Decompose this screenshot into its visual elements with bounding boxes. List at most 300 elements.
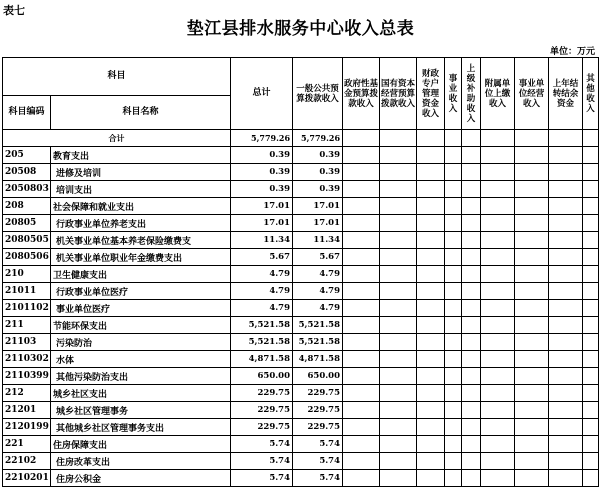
empty-cell — [380, 436, 417, 453]
empty-cell — [583, 300, 599, 317]
empty-cell — [549, 249, 583, 266]
row-general: 5.74 — [293, 453, 343, 470]
empty-cell — [445, 453, 462, 470]
empty-cell — [445, 147, 462, 164]
empty-cell — [343, 300, 380, 317]
empty-cell — [343, 181, 380, 198]
row-total: 17.01 — [231, 198, 293, 215]
row-code: 2110302 — [3, 351, 51, 368]
other-income-header: 其他收入 — [583, 58, 599, 130]
empty-cell — [445, 334, 462, 351]
empty-cell — [549, 147, 583, 164]
empty-cell — [445, 232, 462, 249]
empty-cell — [462, 453, 481, 470]
row-total: 229.75 — [231, 419, 293, 436]
row-code: 21201 — [3, 402, 51, 419]
row-general: 5,521.58 — [293, 334, 343, 351]
empty-cell — [462, 385, 481, 402]
empty-cell — [380, 368, 417, 385]
total-row — [3, 130, 599, 147]
row-total: 4.79 — [231, 266, 293, 283]
table-row — [3, 147, 599, 164]
row-total: 5,521.58 — [231, 317, 293, 334]
row-code: 20508 — [3, 164, 51, 181]
empty-cell — [515, 232, 549, 249]
empty-cell — [481, 317, 515, 334]
row-total: 229.75 — [231, 385, 293, 402]
row-general: 4.79 — [293, 283, 343, 300]
empty-cell — [515, 300, 549, 317]
empty-cell — [549, 436, 583, 453]
empty-cell — [549, 164, 583, 181]
empty-cell — [481, 198, 515, 215]
row-name: 进修及培训 — [51, 164, 231, 181]
empty-cell — [380, 453, 417, 470]
empty-cell — [417, 402, 445, 419]
empty-cell — [462, 283, 481, 300]
empty-cell — [481, 385, 515, 402]
income-summary-table — [2, 57, 599, 487]
row-code: 2101102 — [3, 300, 51, 317]
empty-cell — [481, 368, 515, 385]
empty-cell — [481, 334, 515, 351]
empty-cell — [380, 147, 417, 164]
empty-cell — [417, 453, 445, 470]
row-general: 229.75 — [293, 402, 343, 419]
empty-cell — [549, 215, 583, 232]
gov-fund-header: 政府性基金预算拨款收入 — [343, 58, 380, 130]
empty-cell — [583, 198, 599, 215]
empty-cell — [549, 351, 583, 368]
row-total: 650.00 — [231, 368, 293, 385]
empty-cell — [343, 317, 380, 334]
empty-cell — [583, 283, 599, 300]
empty-cell — [343, 147, 380, 164]
empty-cell — [549, 385, 583, 402]
empty-cell — [380, 181, 417, 198]
general-budget-header: 一般公共预算拨款收入 — [293, 58, 343, 130]
empty-cell — [583, 419, 599, 436]
business-income-header: 事业收入 — [445, 58, 462, 130]
row-total: 4.79 — [231, 300, 293, 317]
empty-cell — [462, 351, 481, 368]
empty-cell — [380, 402, 417, 419]
empty-cell — [417, 215, 445, 232]
empty-cell — [343, 266, 380, 283]
table-number: 表七 — [3, 4, 25, 17]
empty-cell — [417, 317, 445, 334]
empty-cell — [481, 436, 515, 453]
table-row — [3, 334, 599, 351]
table-row — [3, 266, 599, 283]
row-name: 住房保障支出 — [51, 436, 231, 453]
empty-cell — [462, 215, 481, 232]
row-total: 5.74 — [231, 470, 293, 487]
row-code: 212 — [3, 385, 51, 402]
empty-cell — [583, 334, 599, 351]
empty-cell — [445, 351, 462, 368]
row-total: 0.39 — [231, 181, 293, 198]
empty-cell — [549, 283, 583, 300]
code-header: 科目编码 — [3, 96, 51, 130]
empty-cell — [445, 385, 462, 402]
empty-cell — [343, 385, 380, 402]
empty-cell — [445, 470, 462, 487]
table-row — [3, 385, 599, 402]
empty-cell — [515, 453, 549, 470]
empty-cell — [515, 368, 549, 385]
row-code: 2120199 — [3, 419, 51, 436]
empty-cell — [380, 266, 417, 283]
row-total: 5.74 — [231, 453, 293, 470]
empty-cell — [515, 198, 549, 215]
empty-cell — [481, 419, 515, 436]
row-general: 5.67 — [293, 249, 343, 266]
row-total: 0.39 — [231, 164, 293, 181]
row-name: 事业单位医疗 — [51, 300, 231, 317]
empty-cell — [462, 266, 481, 283]
empty-cell — [583, 147, 599, 164]
empty-cell — [481, 181, 515, 198]
total-general: 5,779.26 — [293, 130, 343, 147]
empty-cell — [343, 232, 380, 249]
empty-cell — [417, 147, 445, 164]
empty-cell — [462, 164, 481, 181]
row-total: 0.39 — [231, 147, 293, 164]
empty-cell — [549, 232, 583, 249]
empty-cell — [549, 470, 583, 487]
row-code: 20805 — [3, 215, 51, 232]
empty-cell — [343, 215, 380, 232]
row-name: 城乡社区管理事务 — [51, 402, 231, 419]
empty-cell — [445, 283, 462, 300]
empty-cell — [380, 198, 417, 215]
table-row — [3, 181, 599, 198]
operation-header: 事业单位经营收入 — [515, 58, 549, 130]
row-general: 0.39 — [293, 181, 343, 198]
empty-cell — [417, 368, 445, 385]
empty-cell — [515, 385, 549, 402]
empty-cell — [445, 164, 462, 181]
empty-cell — [515, 334, 549, 351]
empty-cell — [380, 300, 417, 317]
total-amount: 5,779.26 — [231, 130, 293, 147]
empty-cell — [417, 419, 445, 436]
row-code: 210 — [3, 266, 51, 283]
row-code: 205 — [3, 147, 51, 164]
page-title: 垫江县排水服务中心收入总表 — [186, 19, 415, 39]
empty-cell — [380, 164, 417, 181]
row-name: 住房改革支出 — [51, 453, 231, 470]
empty-cell — [481, 249, 515, 266]
empty-cell — [445, 419, 462, 436]
row-code: 211 — [3, 317, 51, 334]
empty-cell — [583, 351, 599, 368]
row-general: 229.75 — [293, 385, 343, 402]
empty-cell — [462, 147, 481, 164]
empty-cell — [380, 317, 417, 334]
empty-cell — [481, 300, 515, 317]
row-general: 17.01 — [293, 215, 343, 232]
row-general: 5.74 — [293, 436, 343, 453]
row-name: 社会保障和就业支出 — [51, 198, 231, 215]
row-code: 21103 — [3, 334, 51, 351]
row-name: 城乡社区支出 — [51, 385, 231, 402]
empty-cell — [380, 283, 417, 300]
empty-cell — [481, 453, 515, 470]
empty-cell — [417, 249, 445, 266]
row-name: 住房公积金 — [51, 470, 231, 487]
row-code: 2050803 — [3, 181, 51, 198]
table-row — [3, 249, 599, 266]
empty-cell — [380, 334, 417, 351]
empty-cell — [462, 436, 481, 453]
table-row — [3, 351, 599, 368]
empty-cell — [515, 317, 549, 334]
row-name: 卫生健康支出 — [51, 266, 231, 283]
table-row — [3, 283, 599, 300]
empty-cell — [380, 351, 417, 368]
empty-cell — [549, 198, 583, 215]
empty-cell — [417, 300, 445, 317]
empty-cell — [515, 402, 549, 419]
row-name: 其他污染防治支出 — [51, 368, 231, 385]
row-code: 22102 — [3, 453, 51, 470]
empty-cell — [462, 317, 481, 334]
empty-cell — [445, 181, 462, 198]
empty-cell — [417, 164, 445, 181]
empty-cell — [343, 470, 380, 487]
row-code: 221 — [3, 436, 51, 453]
empty-cell — [481, 402, 515, 419]
row-name: 行政事业单位养老支出 — [51, 215, 231, 232]
empty-cell — [462, 249, 481, 266]
row-name: 节能环保支出 — [51, 317, 231, 334]
row-name: 培训支出 — [51, 181, 231, 198]
empty-cell — [343, 351, 380, 368]
empty-cell — [481, 470, 515, 487]
row-name: 教育支出 — [51, 147, 231, 164]
empty-cell — [462, 181, 481, 198]
empty-cell — [515, 351, 549, 368]
empty-cell — [583, 249, 599, 266]
empty-cell — [549, 266, 583, 283]
row-total: 5.74 — [231, 436, 293, 453]
empty-cell — [445, 317, 462, 334]
empty-cell — [549, 453, 583, 470]
row-code: 2110399 — [3, 368, 51, 385]
empty-cell — [343, 368, 380, 385]
empty-cell — [417, 470, 445, 487]
empty-cell — [583, 215, 599, 232]
empty-cell — [481, 215, 515, 232]
empty-cell — [343, 249, 380, 266]
empty-cell — [462, 470, 481, 487]
total-header: 总计 — [231, 58, 293, 130]
empty-cell — [549, 317, 583, 334]
empty-cell — [583, 385, 599, 402]
row-general: 229.75 — [293, 419, 343, 436]
table-row — [3, 232, 599, 249]
empty-cell — [417, 436, 445, 453]
empty-cell — [417, 351, 445, 368]
row-total: 4,871.58 — [231, 351, 293, 368]
row-total: 11.34 — [231, 232, 293, 249]
empty-cell — [515, 266, 549, 283]
empty-cell — [417, 198, 445, 215]
row-total: 5,521.58 — [231, 334, 293, 351]
empty-cell — [343, 164, 380, 181]
empty-cell — [583, 317, 599, 334]
empty-cell — [583, 453, 599, 470]
row-name: 机关事业单位基本养老保险缴费支 — [51, 232, 231, 249]
empty-cell — [380, 215, 417, 232]
row-name: 其他城乡社区管理事务支出 — [51, 419, 231, 436]
row-general: 4.79 — [293, 266, 343, 283]
empty-cell — [417, 266, 445, 283]
table-row — [3, 300, 599, 317]
table-row — [3, 215, 599, 232]
row-general: 17.01 — [293, 198, 343, 215]
table-row — [3, 164, 599, 181]
empty-cell — [343, 198, 380, 215]
empty-cell — [417, 283, 445, 300]
empty-cell — [549, 181, 583, 198]
empty-cell — [549, 419, 583, 436]
table-row — [3, 419, 599, 436]
row-total: 5.67 — [231, 249, 293, 266]
row-name: 行政事业单位医疗 — [51, 283, 231, 300]
empty-cell — [515, 181, 549, 198]
table-row — [3, 317, 599, 334]
empty-cell — [481, 232, 515, 249]
empty-cell — [380, 470, 417, 487]
empty-cell — [549, 368, 583, 385]
empty-cell — [481, 283, 515, 300]
name-header: 科目名称 — [51, 96, 231, 130]
empty-cell — [515, 147, 549, 164]
total-label: 合计 — [3, 130, 231, 147]
empty-cell — [380, 232, 417, 249]
table-row — [3, 436, 599, 453]
empty-cell — [445, 436, 462, 453]
empty-cell — [583, 436, 599, 453]
row-general: 11.34 — [293, 232, 343, 249]
row-code: 2080505 — [3, 232, 51, 249]
row-name: 污染防治 — [51, 334, 231, 351]
subject-header: 科目 — [3, 58, 231, 96]
empty-cell — [445, 249, 462, 266]
subordinate-header: 附属单位上缴收入 — [481, 58, 515, 130]
empty-cell — [515, 164, 549, 181]
empty-cell — [380, 249, 417, 266]
table-row — [3, 470, 599, 487]
state-capital-header: 国有资本经营预算拨款收入 — [380, 58, 417, 130]
empty-cell — [549, 402, 583, 419]
empty-cell — [343, 402, 380, 419]
empty-cell — [583, 181, 599, 198]
empty-cell — [583, 368, 599, 385]
empty-cell — [462, 419, 481, 436]
empty-cell — [343, 283, 380, 300]
empty-cell — [462, 300, 481, 317]
row-general: 5,521.58 — [293, 317, 343, 334]
empty-cell — [445, 402, 462, 419]
row-general: 4,871.58 — [293, 351, 343, 368]
row-total: 17.01 — [231, 215, 293, 232]
upper-subsidy-header: 上级补助收入 — [462, 58, 481, 130]
row-general: 0.39 — [293, 164, 343, 181]
carryover-header: 上年结转结余资金 — [549, 58, 583, 130]
empty-cell — [462, 334, 481, 351]
empty-cell — [583, 266, 599, 283]
empty-cell — [583, 402, 599, 419]
empty-cell — [462, 368, 481, 385]
empty-cell — [515, 436, 549, 453]
empty-cell — [445, 300, 462, 317]
empty-cell — [583, 470, 599, 487]
empty-cell — [417, 181, 445, 198]
table-row — [3, 368, 599, 385]
empty-cell — [515, 283, 549, 300]
empty-cell — [481, 266, 515, 283]
empty-cell — [481, 147, 515, 164]
empty-cell — [462, 402, 481, 419]
empty-cell — [481, 164, 515, 181]
empty-cell — [515, 249, 549, 266]
row-total: 4.79 — [231, 283, 293, 300]
empty-cell — [343, 453, 380, 470]
empty-cell — [380, 419, 417, 436]
empty-cell — [462, 232, 481, 249]
row-total: 229.75 — [231, 402, 293, 419]
empty-cell — [515, 419, 549, 436]
empty-cell — [417, 334, 445, 351]
empty-cell — [583, 232, 599, 249]
row-name: 水体 — [51, 351, 231, 368]
empty-cell — [343, 419, 380, 436]
empty-cell — [549, 334, 583, 351]
empty-cell — [583, 164, 599, 181]
empty-cell — [462, 198, 481, 215]
empty-cell — [417, 232, 445, 249]
empty-cell — [515, 470, 549, 487]
empty-cell — [445, 215, 462, 232]
row-code: 2080506 — [3, 249, 51, 266]
row-general: 5.74 — [293, 470, 343, 487]
empty-cell — [445, 198, 462, 215]
fiscal-special-header: 财政专户管理资金收入 — [417, 58, 445, 130]
row-code: 208 — [3, 198, 51, 215]
table-row — [3, 402, 599, 419]
empty-cell — [515, 215, 549, 232]
empty-cell — [343, 436, 380, 453]
unit-label: 单位：万元 — [549, 47, 595, 57]
empty-cell — [445, 266, 462, 283]
empty-cell — [549, 300, 583, 317]
empty-cell — [481, 351, 515, 368]
row-code: 2210201 — [3, 470, 51, 487]
row-code: 21011 — [3, 283, 51, 300]
table-row — [3, 453, 599, 470]
empty-cell — [343, 334, 380, 351]
table-row — [3, 198, 599, 215]
empty-cell — [445, 368, 462, 385]
empty-cell — [417, 385, 445, 402]
row-general: 650.00 — [293, 368, 343, 385]
empty-cell — [380, 385, 417, 402]
row-general: 4.79 — [293, 300, 343, 317]
